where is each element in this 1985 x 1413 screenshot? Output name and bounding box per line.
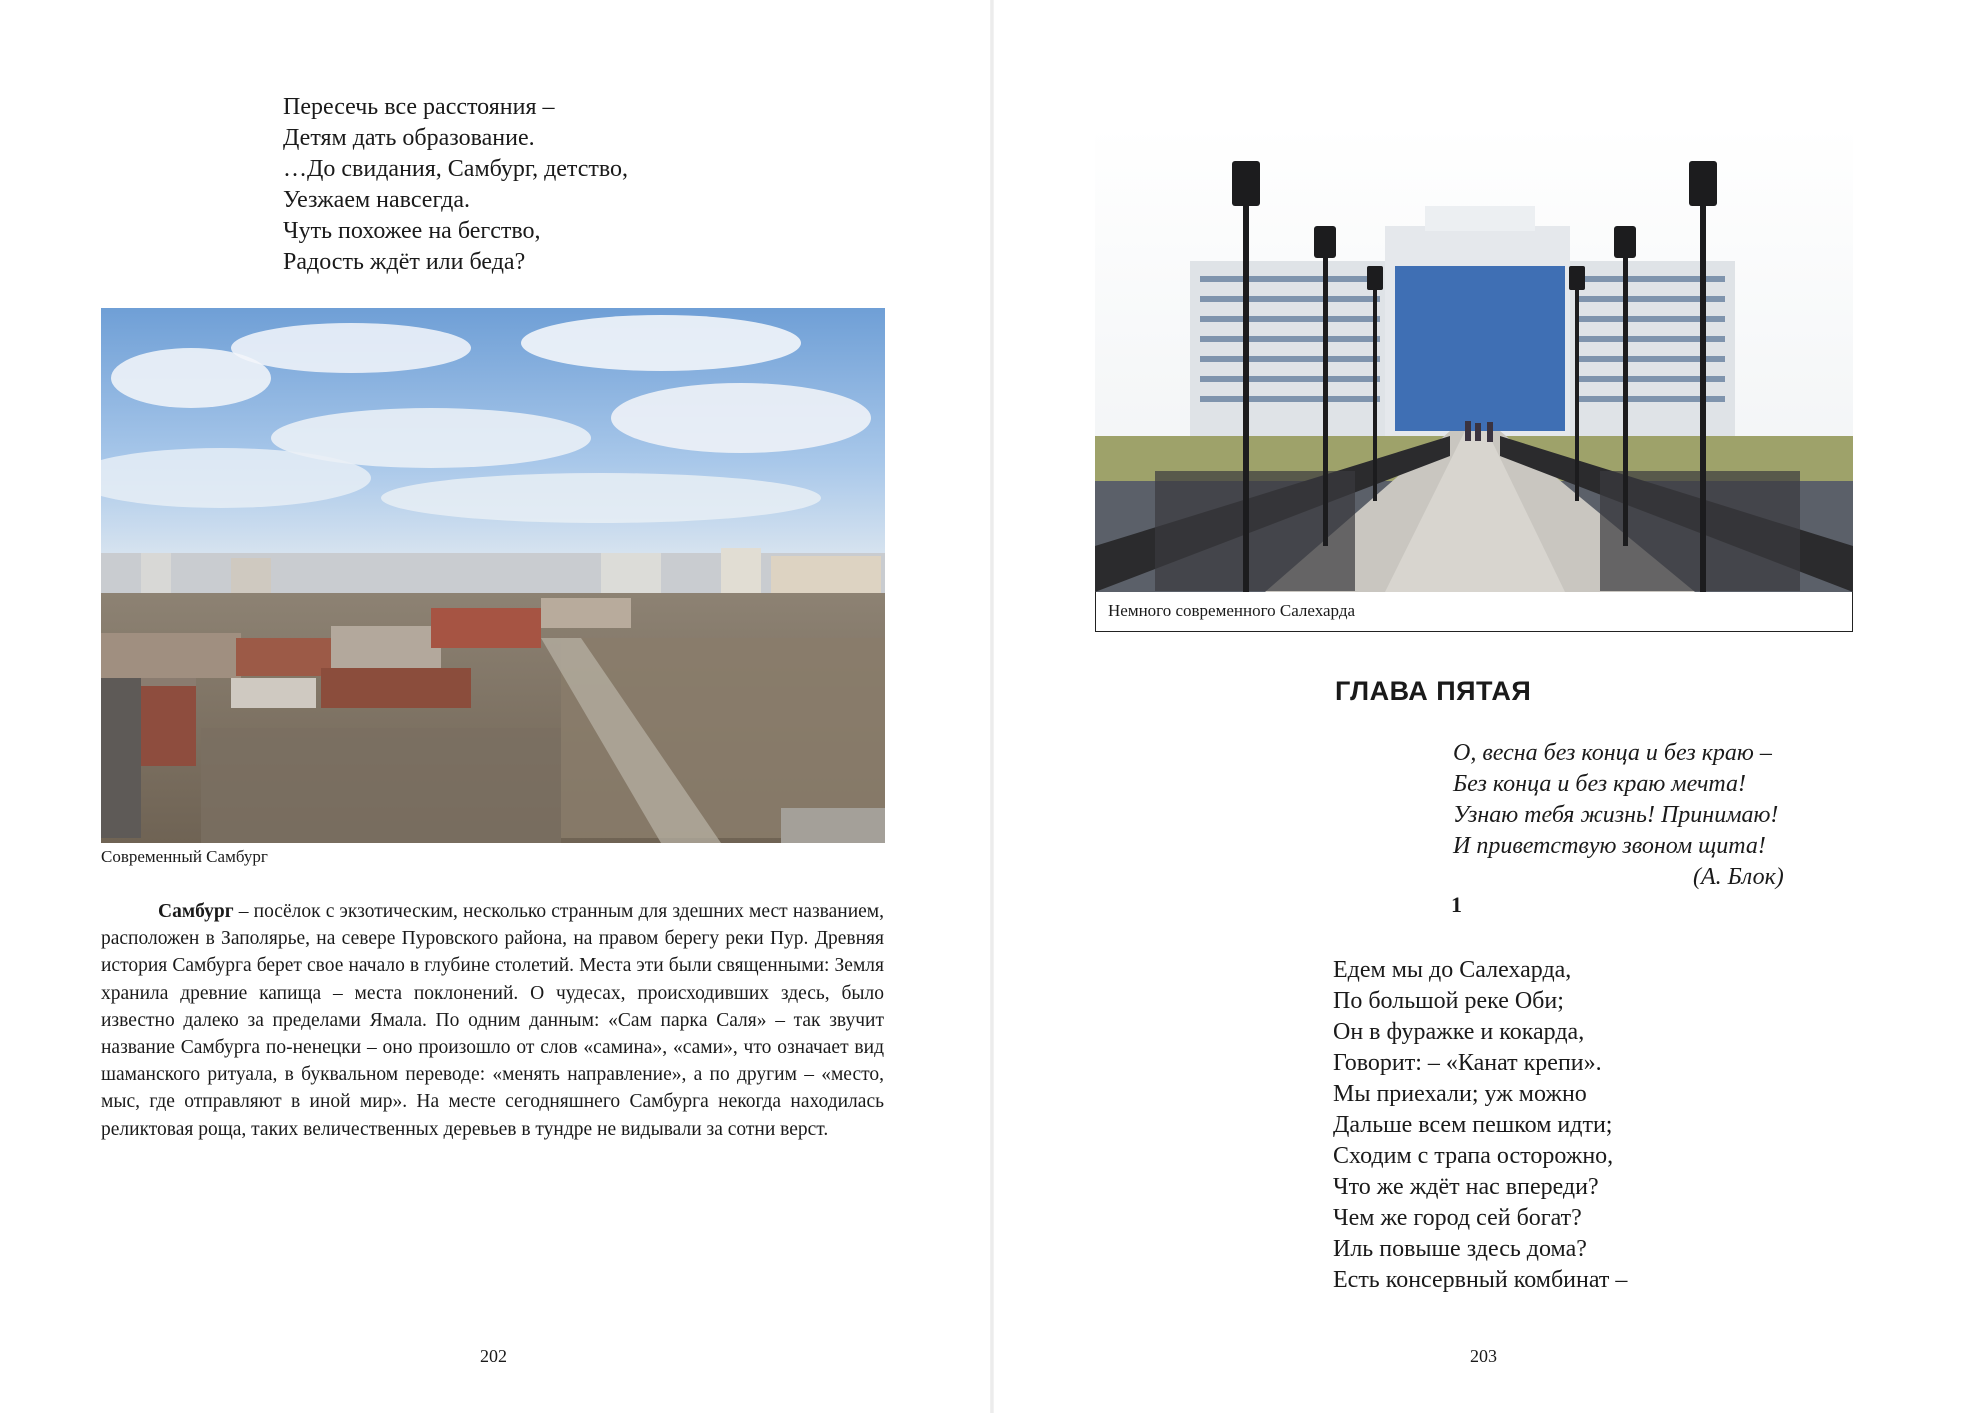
prose-body: – посёлок с экзотическим, несколько странным для здешних мест названием, расположен в Заполярье, на севере Пуровского района, на правом берегу реки Пур. Древняя история Самбурга берет свое начало в глубине столетий. Места эти были священными: Земля хранила древние капища – места поклонений. О чудесах, происходивших здесь, было известно далеко за пределами Ямала. По одним данным: «Сам паркa Саля» – так звучит название Самбурга по-ненецки – оно произошло от слов «самина», «сами», что означает вид шаманского ритуала, в буквальном переводе: «менять направление», а по другим – «место, мыс, где отправляют в иной мир». На месте сегодняшнего Самбурга некогда находилась реликтовая роща, таких величественных деревьев в тундре не видывали за сотни верст.	[101, 901, 884, 1140]
epigraph-line: Без конца и без краю мечта!	[1453, 771, 1747, 797]
epigraph-author: (А. Блок)	[1693, 864, 1784, 890]
poem-line: Пересечь все расстояния –	[283, 94, 555, 120]
epigraph	[1453, 738, 1784, 893]
chapter-title: ГЛАВА ПЯТАЯ	[1335, 676, 1532, 706]
poem-line: Едем мы до Салехарда,	[1333, 957, 1572, 983]
poem-line: Дальше всем пешком идти;	[1333, 1112, 1613, 1138]
poem-line: Есть консервный комбинат –	[1333, 1267, 1628, 1293]
page-number: 202	[480, 1346, 507, 1366]
right-page	[993, 0, 1985, 1413]
epigraph-line: И приветствую звоном щита!	[1453, 833, 1766, 859]
photo-caption: Немного современного Салехарда	[1108, 601, 1356, 620]
photo-caption: Современный Самбург	[101, 847, 268, 866]
left-poem	[283, 92, 628, 278]
left-page	[0, 0, 992, 1413]
poem-line: Он в фуражке и кокарда,	[1333, 1019, 1585, 1045]
poem-line: Чем же город сей богат?	[1333, 1205, 1582, 1231]
poem-line: Говорит: – «Канат крепи».	[1333, 1050, 1602, 1076]
page-number: 203	[1470, 1346, 1497, 1366]
poem-line: Сходим с трапа осторожно,	[1333, 1143, 1614, 1169]
poem-line: …До свидания, Самбург, детство,	[283, 156, 629, 182]
poem-line: Что же ждёт нас впереди?	[1333, 1174, 1599, 1200]
epigraph-line: Узнаю тебя жизнь! Принимаю!	[1453, 802, 1779, 828]
photo-caption-box	[1095, 592, 1853, 632]
poem-line: Иль повыше здесь дома?	[1333, 1236, 1587, 1262]
salekhard-photo	[1095, 126, 1853, 592]
poem-line: Радость ждёт или беда?	[283, 249, 526, 275]
prose-lead: Самбург	[158, 901, 234, 922]
poem-line: По большой реке Оби;	[1333, 988, 1564, 1014]
samburg-photo	[101, 308, 885, 843]
right-poem	[1333, 955, 1627, 1296]
section-number: 1	[1451, 892, 1462, 917]
poem-line: Чуть похожее на бегство,	[283, 218, 541, 244]
epigraph-line: О, весна без конца и без краю –	[1453, 740, 1772, 766]
poem-line: Детям дать образование.	[283, 125, 535, 151]
prose-paragraph	[101, 898, 884, 1143]
poem-line: Уезжаем навсегда.	[283, 187, 470, 213]
poem-line: Мы приехали; уж можно	[1333, 1081, 1587, 1107]
